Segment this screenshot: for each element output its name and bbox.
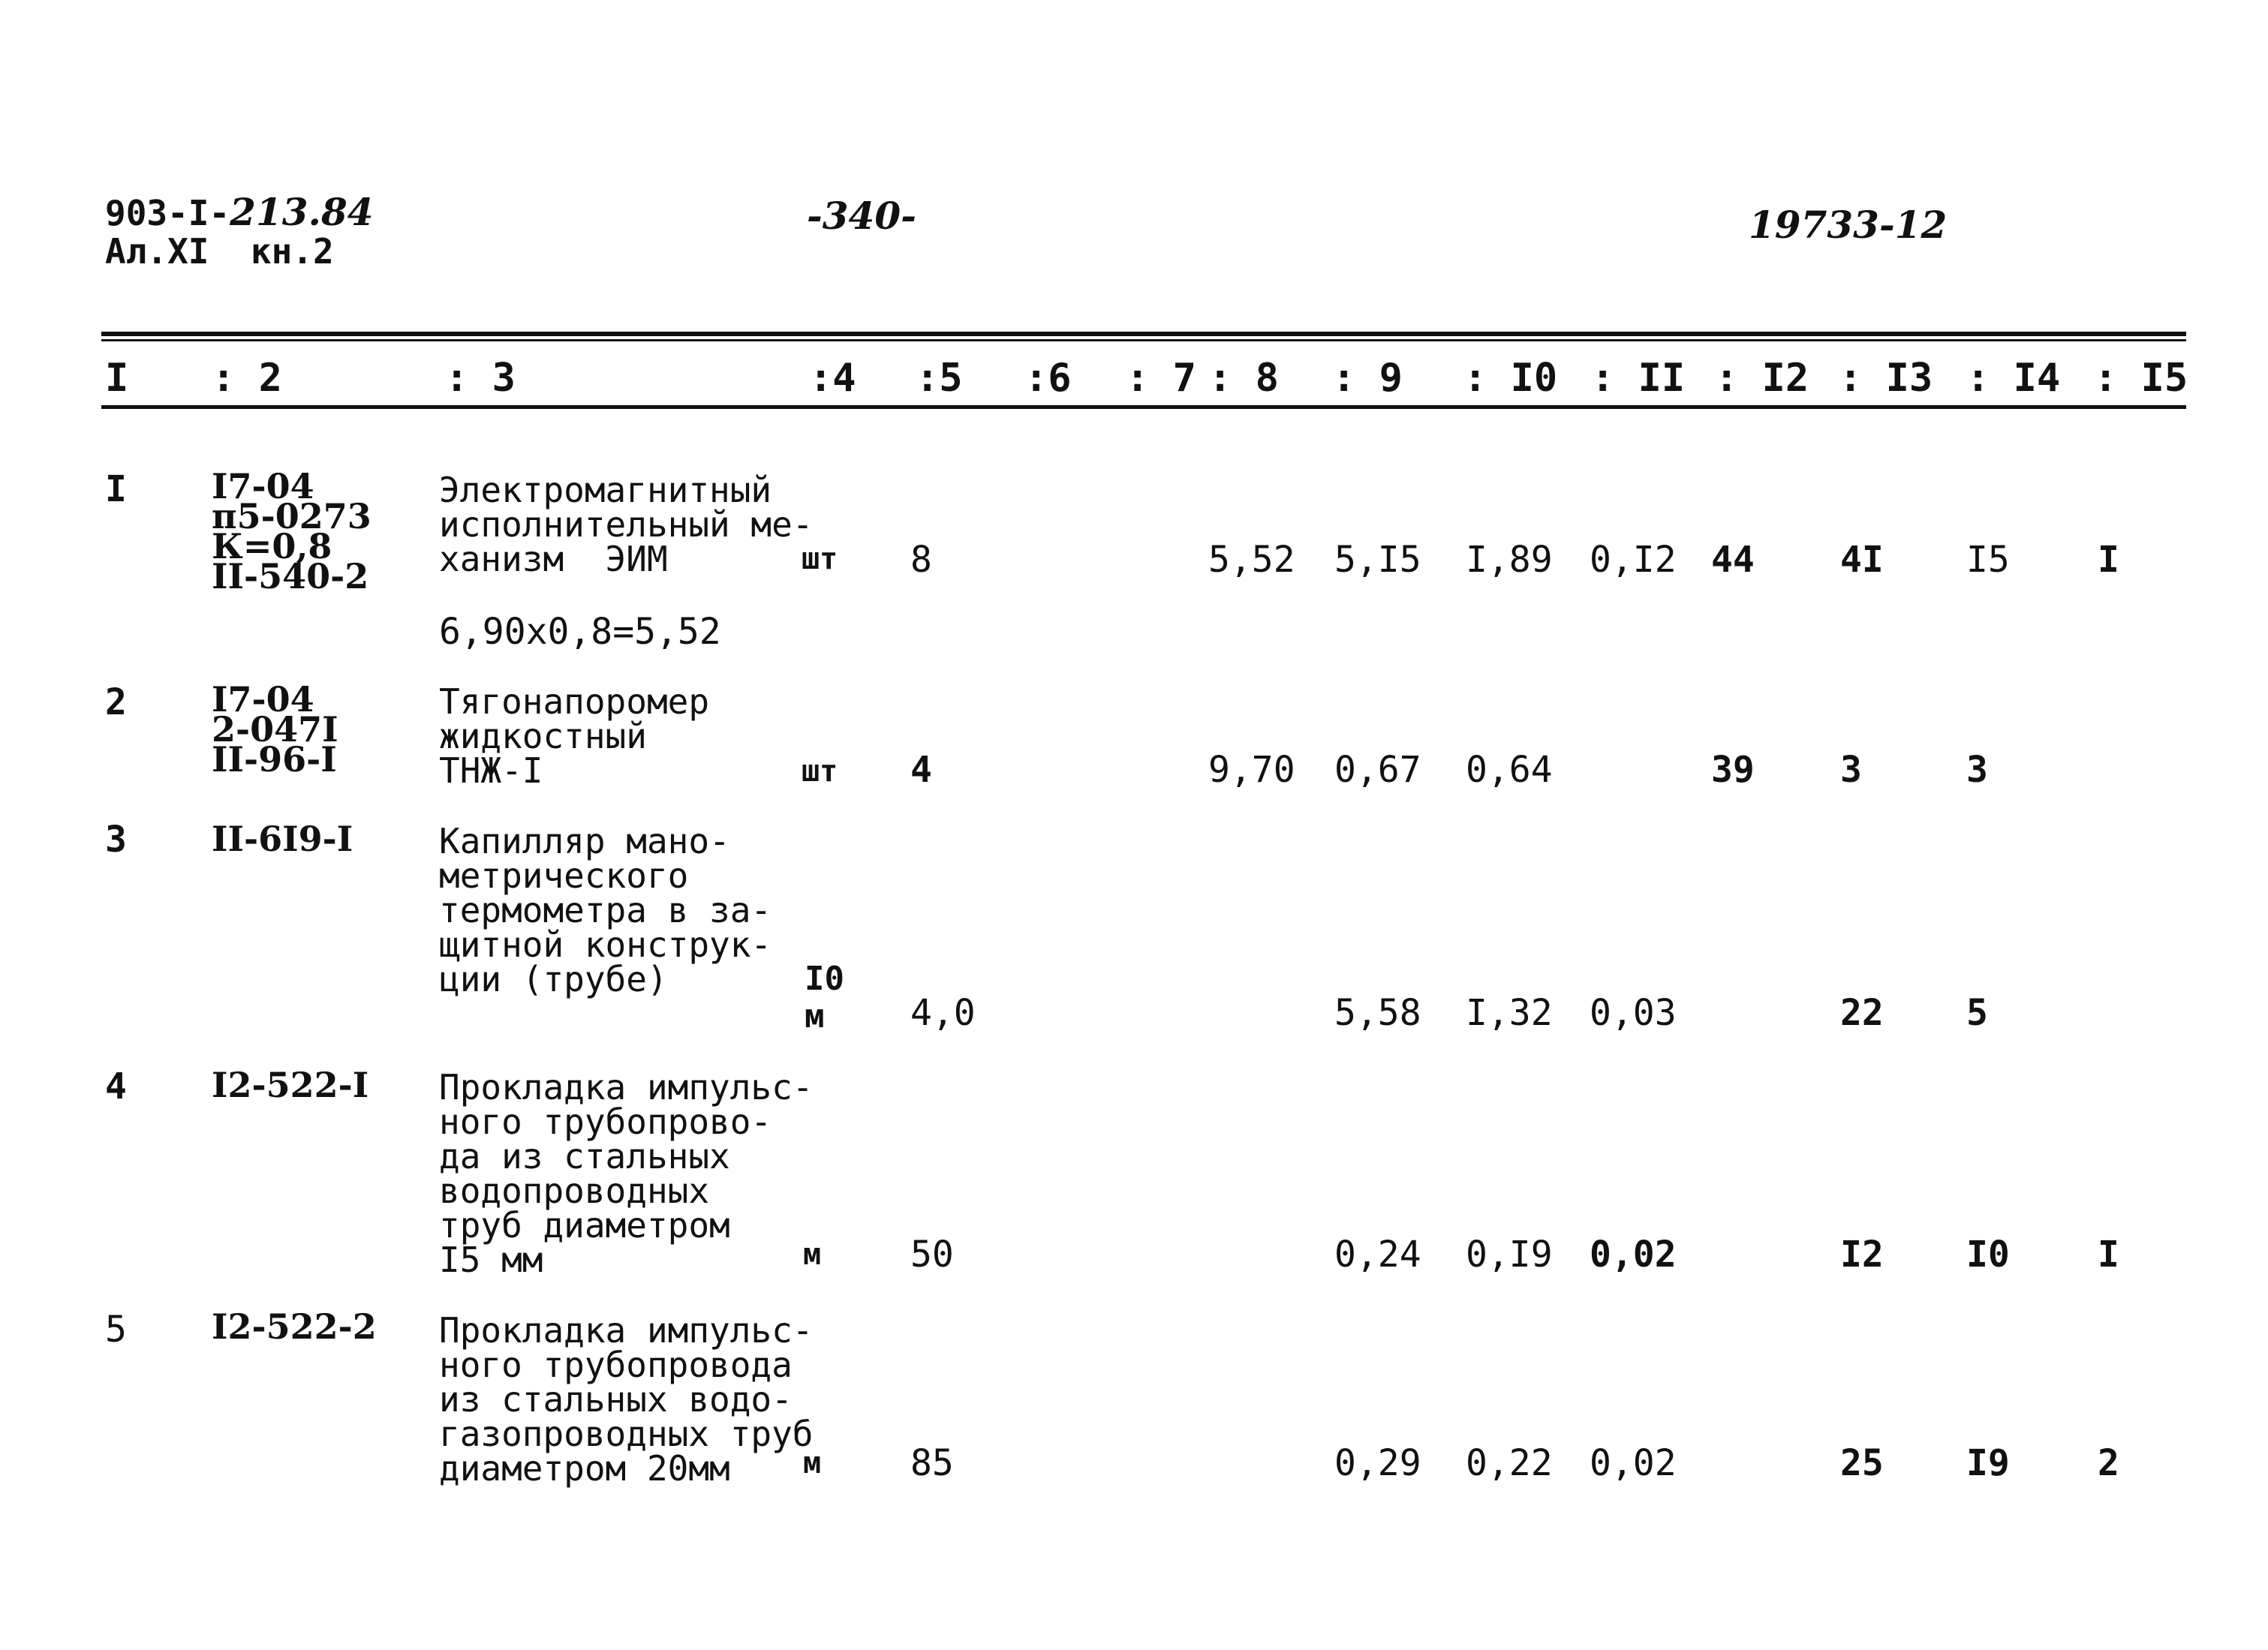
row-number: 3 — [105, 819, 127, 861]
value-col-14: 5 — [1966, 992, 1988, 1034]
price-code: I7-04 2-047I II-96-I — [212, 679, 338, 780]
document-code — [105, 190, 374, 234]
column-header-6: :6 — [1024, 356, 1072, 401]
column-header-8: : 8 — [1208, 356, 1279, 401]
column-header-15: : I5 — [2094, 356, 2188, 401]
value-col-15: 2 — [2098, 1442, 2119, 1484]
item-description: Электромагнитный исполнительный ме- ханизм ЭИМ — [439, 470, 814, 579]
page-number: -340- — [807, 194, 916, 238]
value-col-10: I,32 — [1466, 992, 1553, 1034]
quantity: 4 — [910, 749, 932, 791]
value-col-9: 5,I5 — [1334, 539, 1421, 581]
table-top-rule — [101, 332, 2186, 336]
column-header-5: :5 — [916, 356, 963, 401]
value-col-11: 0,I2 — [1590, 539, 1677, 581]
unit: м — [803, 1446, 822, 1480]
quantity: 85 — [910, 1442, 954, 1484]
value-col-10: 0,64 — [1466, 749, 1553, 791]
value-col-8: 5,52 — [1208, 539, 1295, 581]
quantity: 50 — [910, 1234, 954, 1276]
column-header-1: I — [105, 356, 129, 401]
table-top-rule-2 — [101, 339, 2186, 341]
price-code: I2-522-I — [212, 1065, 369, 1105]
value-col-14: 3 — [1966, 749, 1988, 791]
column-header-7: : 7 — [1126, 356, 1196, 401]
value-col-10: I,89 — [1466, 539, 1553, 581]
unit: м — [803, 1237, 822, 1272]
quantity: 4,0 — [910, 992, 976, 1034]
book-label: кн.2 — [250, 231, 334, 272]
value-col-12: 44 — [1711, 539, 1755, 581]
value-col-9: 0,24 — [1334, 1234, 1421, 1276]
column-header-2: : 2 — [212, 356, 282, 401]
stamp-number: 19733-12 — [1749, 203, 1948, 247]
item-description: Прокладка импульс- ного трубопрово- да из стальных водопроводных труб диаметром I5 мм — [439, 1067, 814, 1280]
value-col-15: I — [2098, 539, 2119, 581]
column-header-4: :4 — [809, 356, 856, 401]
value-col-13: 25 — [1840, 1442, 1884, 1484]
row-number: 4 — [105, 1065, 127, 1108]
column-header-3: : 3 — [445, 356, 516, 401]
column-header-14: : I4 — [1966, 356, 2061, 401]
row-number: 5 — [105, 1309, 127, 1351]
column-header-9: : 9 — [1332, 356, 1403, 401]
value-col-9: 0,67 — [1334, 749, 1421, 791]
album-label: Ал.XI — [105, 231, 209, 272]
price-code: II-6I9-I — [212, 819, 353, 859]
value-col-14: I0 — [1966, 1234, 2010, 1276]
value-col-12: 39 — [1711, 749, 1755, 791]
value-col-9: 0,29 — [1334, 1442, 1421, 1484]
price-code: I2-522-2 — [212, 1306, 377, 1347]
column-header-13: : I3 — [1839, 356, 1933, 401]
price-code: I7-04 п5-0273 К=0,8 II-540-2 — [212, 466, 371, 597]
value-col-9: 5,58 — [1334, 992, 1421, 1034]
row-number: I — [105, 468, 127, 510]
value-col-14: I5 — [1966, 539, 2010, 581]
album-book — [105, 231, 334, 272]
value-col-10: 0,I9 — [1466, 1234, 1553, 1276]
value-col-14: I9 — [1966, 1442, 2010, 1484]
value-col-11: 0,02 — [1590, 1442, 1677, 1484]
column-header-11: : II — [1591, 356, 1686, 401]
value-col-13: 22 — [1840, 992, 1884, 1034]
value-col-13: I2 — [1840, 1234, 1884, 1276]
column-header-10: : I0 — [1463, 356, 1558, 401]
row-number: 2 — [105, 681, 127, 723]
value-col-8: 9,70 — [1208, 749, 1295, 791]
unit: I0 м — [805, 960, 844, 1035]
quantity: 8 — [910, 539, 932, 581]
document-code-printed: 903-I- — [105, 193, 230, 233]
value-col-10: 0,22 — [1466, 1442, 1553, 1484]
item-description: Прокладка импульс- ного трубопровода из стальных водо- газопроводных труб диаметром 20мм — [439, 1310, 814, 1489]
item-description: Тягонапоромер жидкостный ТНЖ-I — [439, 681, 710, 791]
document-code-handwritten: 213.84 — [230, 190, 374, 234]
column-header-12: : I2 — [1715, 356, 1809, 401]
value-col-13: 3 — [1840, 749, 1862, 791]
calculation-note: 6,90х0,8=5,52 — [439, 611, 721, 653]
item-description: Капилляр мано- метрического термометра в за- щитной конструк- ции (трубе) — [439, 821, 772, 999]
header-bottom-rule — [101, 405, 2186, 409]
unit: шт — [802, 542, 838, 576]
unit: шт — [802, 754, 838, 789]
value-col-11: 0,03 — [1590, 992, 1677, 1034]
value-col-13: 4I — [1840, 539, 1884, 581]
value-col-11: 0,02 — [1590, 1234, 1677, 1276]
value-col-15: I — [2098, 1234, 2119, 1276]
